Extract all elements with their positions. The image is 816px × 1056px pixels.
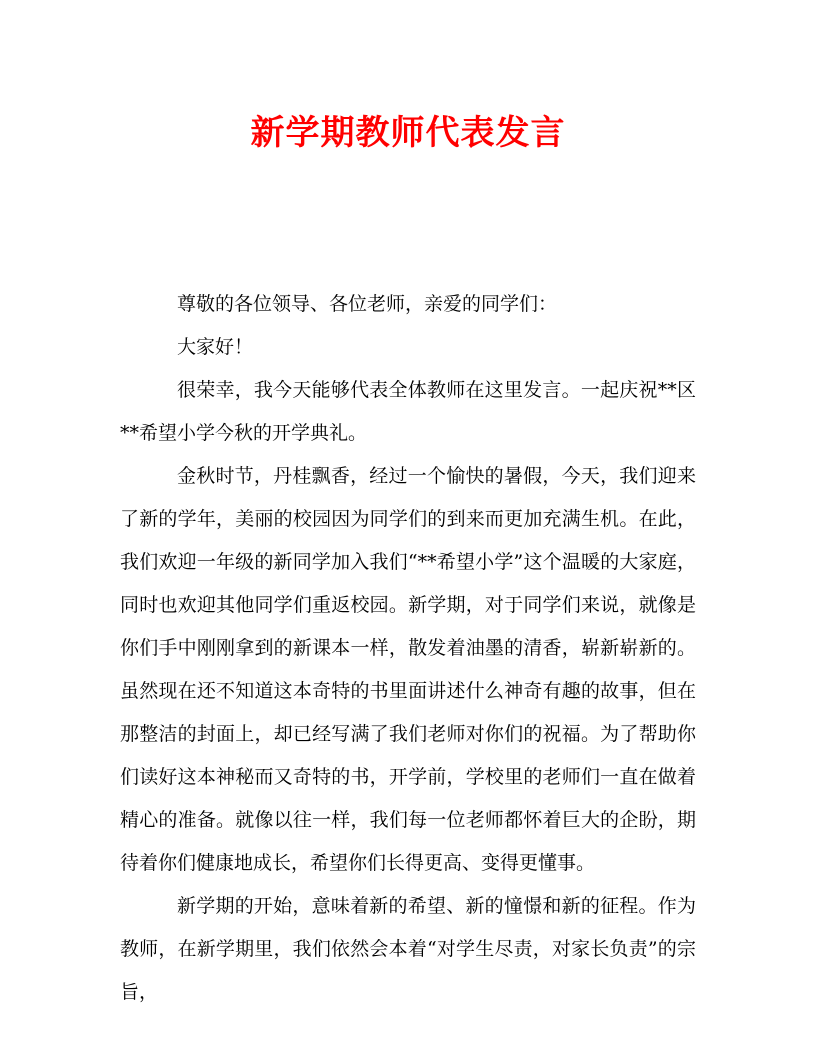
document-title: 新学期教师代表发言: [250, 113, 566, 153]
salutation-paragraph: 尊敬的各位领导、各位老师，亲爱的同学们：: [177, 293, 558, 315]
greeting-paragraph: 大家好！: [177, 336, 254, 358]
body-paragraph: 新学期的开始，意味着新的希望、新的憧憬和新的征程。作为教师，在新学期里，我们依然会本着“对学生尽责，对家长负责”的宗旨，: [120, 895, 696, 1003]
body-paragraph: 很荣幸，我今天能够代表全体教师在这里发言。一起庆祝**区**希望小学今秋的开学典礼。: [120, 379, 696, 444]
body-paragraph: 金秋时节，丹桂飘香，经过一个愉快的暑假，今天，我们迎来了新的学年，美丽的校园因为同学们的到来而更加充满生机。在此，我们欢迎一年级的新同学加入我们“**希望小学”这个温暖的大家庭，同时也欢迎其他同学们重返校园。新学期，对于同学们来说，就像是你们手中刚刚拿到的新课本一样，散发着油墨的清香，崭新崭新的。虽然现在还不知道这本奇特的书里面讲述什么神奇有趣的故事，但在那整洁的封面上，却已经写满了我们老师对你们的祝福。为了帮助你们读好这本神秘而又奇特的书，开学前，学校里的老师们一直在做着精心的准备。就像以往一样，我们每一位老师都怀着巨大的企盼，期待着你们健康地成长，希望你们长得更高、变得更懂事。: [120, 465, 696, 874]
document-body: [120, 283, 696, 1014]
